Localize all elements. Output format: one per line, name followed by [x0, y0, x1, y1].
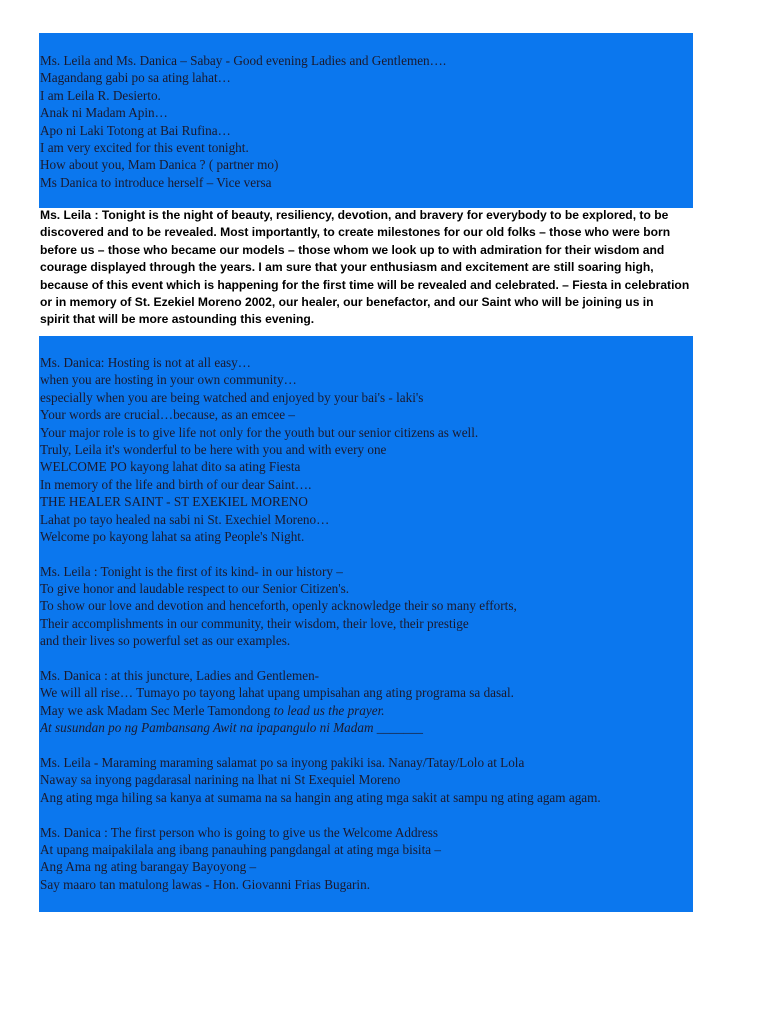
script-line: Say maaro tan matulong lawas - Hon. Giovanni Frias Bugarin.: [40, 876, 370, 892]
script-line: Truly, Leila it's wonderful to be here with you and with every one: [40, 441, 387, 457]
script-line: Their accomplishments in our community, their wisdom, their love, their prestige: [40, 615, 469, 631]
script-line: Ms. Leila and Ms. Danica – Sabay - Good evening Ladies and Gentlemen….: [40, 53, 447, 68]
script-line: Your words are crucial…because, as an emcee –: [40, 407, 295, 423]
script-line: Ms. Danica : at this juncture, Ladies and Gentlemen-: [40, 668, 320, 684]
script-line: WELCOME PO kayong lahat dito sa ating Fiesta: [40, 459, 301, 475]
script-line: Ang ating mga hiling sa kanya at sumama na sa hangin ang ating mga sakit at sampu ng ating agam agam.: [40, 789, 601, 805]
script-line: Ms. Danica : The first person who is going to give us the Welcome Address: [40, 824, 439, 840]
paragraph-line: courage displayed through the years. I am sure that your enthusiasm and excitement are still soaring high,: [40, 260, 654, 275]
script-line: Anak ni Madam Apin…: [40, 105, 168, 121]
paragraph-gap: [40, 806, 693, 823]
script-line: At upang maipakilala ang ibang panauhing pangdangal at ating mga bisita –: [40, 841, 442, 857]
script-line: Ms. Leila : Tonight is the first of its kind- in our history –: [40, 563, 343, 579]
script-line: [40, 702, 693, 719]
script-line: THE HEALER SAINT - ST EXEKIEL MORENO: [40, 494, 308, 510]
leila-speech-paragraph: [40, 207, 698, 329]
script-line: I am Leila R. Desierto.: [40, 87, 161, 103]
script-line: Ms Danica to introduce herself – Vice versa: [40, 174, 272, 190]
script-line: Lahat po tayo healed na sabi ni St. Exechiel Moreno…: [40, 511, 330, 527]
script-line: In memory of the life and birth of our dear Saint….: [40, 476, 312, 492]
opening-script-block: [39, 33, 693, 208]
main-script-block: [39, 336, 693, 912]
script-line: Ms. Danica: Hosting is not at all easy…: [40, 355, 251, 370]
paragraph-gap: [40, 650, 693, 667]
script-line: Magandang gabi po sa ating lahat…: [40, 70, 231, 86]
script-line: Welcome po kayong lahat sa ating People's Night.: [40, 528, 305, 544]
script-text-italic: to lead us the prayer.: [273, 702, 385, 718]
script-line: Your major role is to give life not only for the youth but our senior citizens as well.: [40, 424, 479, 440]
script-line: How about you, Mam Danica ? ( partner mo): [40, 157, 279, 173]
paragraph-line: before us – those who became our models – those whom we look up to with admiration for their wisdom and: [40, 242, 665, 257]
script-line: Apo ni Laki Totong at Bai Rufina…: [40, 122, 231, 138]
script-line: To give honor and laudable respect to our Senior Citizen's.: [40, 581, 350, 597]
script-line: and their lives so powerful set as our examples.: [40, 633, 291, 649]
script-line: Ang Ama ng ating barangay Bayoyong –: [40, 859, 257, 875]
script-line: especially when you are being watched and enjoyed by your bai's - laki's: [40, 389, 424, 405]
paragraph-line: because of this event which is happening for the first time will be revealed and celebrated. – Fiesta in celebration: [40, 277, 690, 292]
paragraph-line: discovered and to be revealed. Most importantly, to create milestones for our old folks – those who were born: [40, 225, 671, 240]
script-line: when you are hosting in your own community…: [40, 372, 297, 388]
paragraph-line: or in memory of St. Ezekiel Moreno 2002, our healer, our benefactor, and our Saint who will be joining us in: [40, 294, 654, 309]
paragraph-line: spirit that will be more astounding this evening.: [40, 312, 315, 327]
script-line: Naway sa inyong pagdarasal narining na lhat ni St Exequiel Moreno: [40, 772, 401, 788]
script-line: I am very excited for this event tonight.: [40, 139, 249, 155]
paragraph-line: Ms. Leila : Tonight is the night of beauty, resiliency, devotion, and bravery for everybody to be explored, to be: [40, 208, 669, 222]
paragraph-gap: [40, 545, 693, 562]
paragraph-gap: [40, 737, 693, 754]
script-line: To show our love and devotion and henceforth, openly acknowledge their so many efforts,: [40, 598, 517, 614]
script-text: May we ask Madam Sec Merle Tamondong: [40, 702, 274, 718]
script-line: At susundan po ng Pambansang Awit na ipapangulo ni Madam _______: [40, 720, 423, 736]
script-line: Ms. Leila - Maraming maraming salamat po sa inyong pakiki isa. Nanay/Tatay/Lolo at Lola: [40, 754, 525, 770]
script-line: We will all rise… Tumayo po tayong lahat upang umpisahan ang ating programa sa dasal.: [40, 685, 514, 701]
